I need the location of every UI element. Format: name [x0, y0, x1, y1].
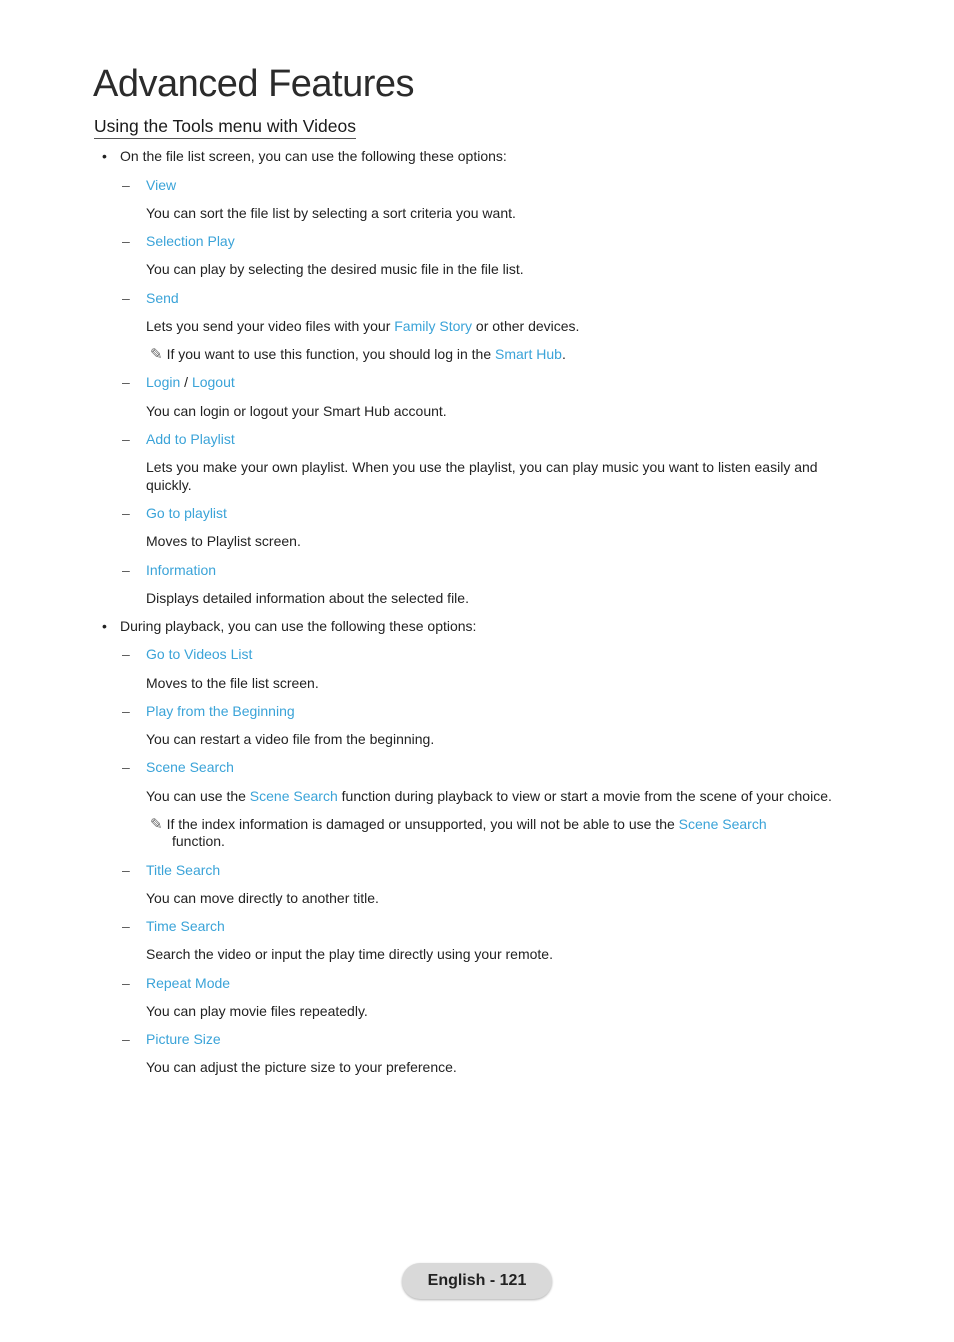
option-view: View — [146, 177, 177, 193]
dash-mark: – — [122, 505, 130, 521]
dash-mark: – — [122, 703, 130, 719]
option-add-to-playlist-desc: Lets you make your own playlist. When you use the playlist, you can play music you want to listen easily and quickly. — [146, 459, 818, 493]
dash-mark: – — [122, 1031, 130, 1047]
option-information: Information — [146, 562, 217, 578]
option-time-search: Time Search — [146, 918, 225, 934]
option-repeat-mode-desc: You can play movie files repeatedly. — [146, 1003, 368, 1019]
scene-search-note-pre: If the index information is damaged or unsupported, you will not be able to use the — [166, 816, 679, 832]
scene-search-note-post: function. — [172, 833, 225, 849]
option-scene-search-desc — [146, 787, 832, 805]
page-number-badge: English - 121 — [402, 1263, 552, 1299]
send-note-pre: If you want to use this function, you should log in the — [166, 346, 496, 362]
dash-mark: – — [122, 975, 130, 991]
dash-mark: – — [122, 374, 130, 390]
option-time-search-desc: Search the video or input the play time directly using your remote. — [146, 946, 553, 962]
bullet-mark: • — [102, 148, 107, 164]
family-story-link: Family Story — [394, 318, 473, 334]
dash-mark: – — [122, 562, 130, 578]
option-login-logout — [146, 373, 235, 391]
send-desc-post: or other devices. — [472, 318, 580, 334]
dash-mark: – — [122, 431, 130, 447]
scene-search-desc-post: function during playback to view or start a movie from the scene of your choice. — [337, 788, 832, 804]
section-title: Using the Tools menu with Videos — [94, 116, 356, 139]
dash-mark: – — [122, 646, 130, 662]
dash-mark: – — [122, 290, 130, 306]
option-scene-search: Scene Search — [146, 759, 234, 775]
scene-search-note — [150, 815, 767, 834]
bullet-text-playback: During playback, you can use the following these options: — [120, 618, 477, 634]
option-login-logout-desc: You can login or logout your Smart Hub account. — [146, 403, 447, 419]
bullet-mark: • — [102, 618, 107, 634]
dash-mark: – — [122, 233, 130, 249]
scene-search-desc-pre: You can use the — [146, 788, 250, 804]
option-repeat-mode: Repeat Mode — [146, 975, 231, 991]
smart-hub-link: Smart Hub — [495, 346, 562, 362]
option-go-to-playlist: Go to playlist — [146, 505, 227, 521]
dash-mark: – — [122, 918, 130, 934]
option-go-to-videos-list: Go to Videos List — [146, 646, 253, 662]
logout-label: Logout — [191, 374, 235, 390]
dash-mark: – — [122, 862, 130, 878]
option-send-desc — [146, 317, 579, 335]
option-view-desc: You can sort the file list by selecting a sort criteria you want. — [146, 205, 516, 221]
page-title: Advanced Features — [93, 63, 415, 105]
send-note — [150, 345, 566, 364]
send-note-post: . — [561, 346, 566, 362]
option-information-desc: Displays detailed information about the selected file. — [146, 590, 469, 606]
login-logout-separator: / — [180, 374, 192, 390]
option-send: Send — [146, 290, 179, 306]
scene-search-inline-link: Scene Search — [249, 788, 338, 804]
option-play-from-beginning: Play from the Beginning — [146, 703, 295, 719]
pencil-note-icon: ✎ — [150, 816, 163, 833]
option-add-to-playlist: Add to Playlist — [146, 431, 235, 447]
dash-mark: – — [122, 759, 130, 775]
option-go-to-videos-list-desc: Moves to the file list screen. — [146, 675, 319, 691]
option-selection-play-desc: You can play by selecting the desired music file in the file list. — [146, 261, 524, 277]
option-selection-play: Selection Play — [146, 233, 235, 249]
dash-mark: – — [122, 177, 130, 193]
option-picture-size-desc: You can adjust the picture size to your preference. — [146, 1059, 457, 1075]
option-go-to-playlist-desc: Moves to Playlist screen. — [146, 533, 301, 549]
option-picture-size: Picture Size — [146, 1031, 221, 1047]
scene-search-note-link: Scene Search — [678, 816, 767, 832]
option-title-search-desc: You can move directly to another title. — [146, 890, 379, 906]
pencil-note-icon: ✎ — [150, 346, 163, 363]
login-label: Login — [146, 374, 181, 390]
bullet-text-file-list: On the file list screen, you can use the following these options: — [120, 148, 507, 164]
option-title-search: Title Search — [146, 862, 221, 878]
option-play-from-beginning-desc: You can restart a video file from the beginning. — [146, 731, 435, 747]
send-desc-pre: Lets you send your video files with your — [146, 318, 395, 334]
